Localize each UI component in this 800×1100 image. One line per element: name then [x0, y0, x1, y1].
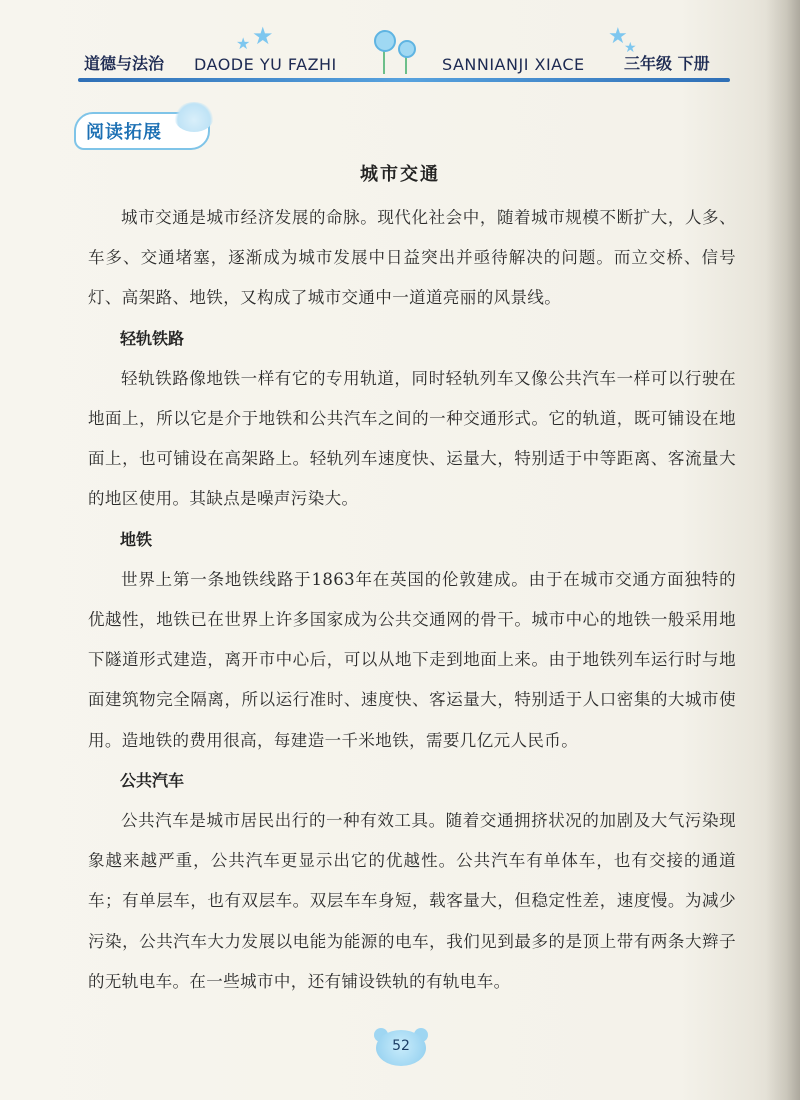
- flower-icon: [374, 30, 396, 52]
- star-icon: ★: [624, 40, 637, 56]
- section-heading-light-rail: 轻轨铁路: [120, 328, 185, 348]
- intro-paragraph: 城市交通是城市经济发展的命脉。现代化社会中，随着城市规模不断扩大，人多、车多、交通堵塞，逐渐成为城市发展中日益突出并亟待解决的问题。而立交桥、信号灯、高架路、地铁，又构成了城市交通中一道道亮丽的风景线。: [88, 208, 736, 308]
- section-heading-bus: 公共汽车: [120, 770, 185, 790]
- header-divider: [78, 78, 730, 82]
- page-number-badge: [376, 1030, 426, 1066]
- star-icon: ★: [236, 34, 251, 53]
- grade-pinyin: SANNIANJI XIACE: [442, 55, 585, 74]
- bus-paragraph: 公共汽车是城市居民出行的一种有效工具。随着交通拥挤状况的加剧及大气污染现象越来越严重，公共汽车更显示出它的优越性。公共汽车有单体车，也有交接的通道车；有单层车，也有双层车。双层车车身短，载客量大，但稳定性差，速度慢。为减少污染，公共汽车大力发展以电能为能源的电车，我们见到最多的是顶上带有两条大辫子的无轨电车。在一些城市中，还有铺设铁轨的有轨电车。: [88, 811, 736, 991]
- flower-icon: [398, 40, 416, 58]
- badge-label: 阅读拓展: [86, 122, 162, 143]
- section-heading-subway: 地铁: [120, 529, 153, 549]
- star-icon: ★: [252, 22, 274, 50]
- section-badge: [74, 112, 210, 150]
- star-icon: ★: [608, 24, 628, 49]
- subject-pinyin: DAODE YU FAZHI: [194, 55, 337, 74]
- article-body: [88, 198, 736, 1002]
- grade-title: 三年级 下册: [624, 54, 710, 73]
- page-number: 52: [392, 1038, 410, 1054]
- subway-paragraph: 世界上第一条地铁线路于1863年在英国的伦敦建成。由于在城市交通方面独特的优越性，地铁已在世界上许多国家成为公共交通网的骨干。城市中心的地铁一般采用地下隧道形式建造，离开市中心后，可以从地下走到地面上来。由于地铁列车运行时与地面建筑物完全隔离，所以运行准时、速度快、客运量大，特别适于人口密集的大城市使用。造地铁的费用很高，每建造一千米地铁，需要几亿元人民币。: [88, 569, 736, 750]
- light-rail-paragraph: 轻轨铁路像地铁一样有它的专用轨道，同时轻轨列车又像公共汽车一样可以行驶在地面上，所以它是介于地铁和公共汽车之间的一种交通形式。它的轨道，既可铺设在地面上，也可铺设在高架路上。轻轨列车速度快、运量大，特别适于中等距离、客流量大的地区使用。其缺点是噪声污染大。: [88, 368, 736, 509]
- article-title: 城市交通: [360, 164, 440, 185]
- cloud-icon: [174, 102, 214, 132]
- subject-title: 道德与法治: [84, 54, 165, 73]
